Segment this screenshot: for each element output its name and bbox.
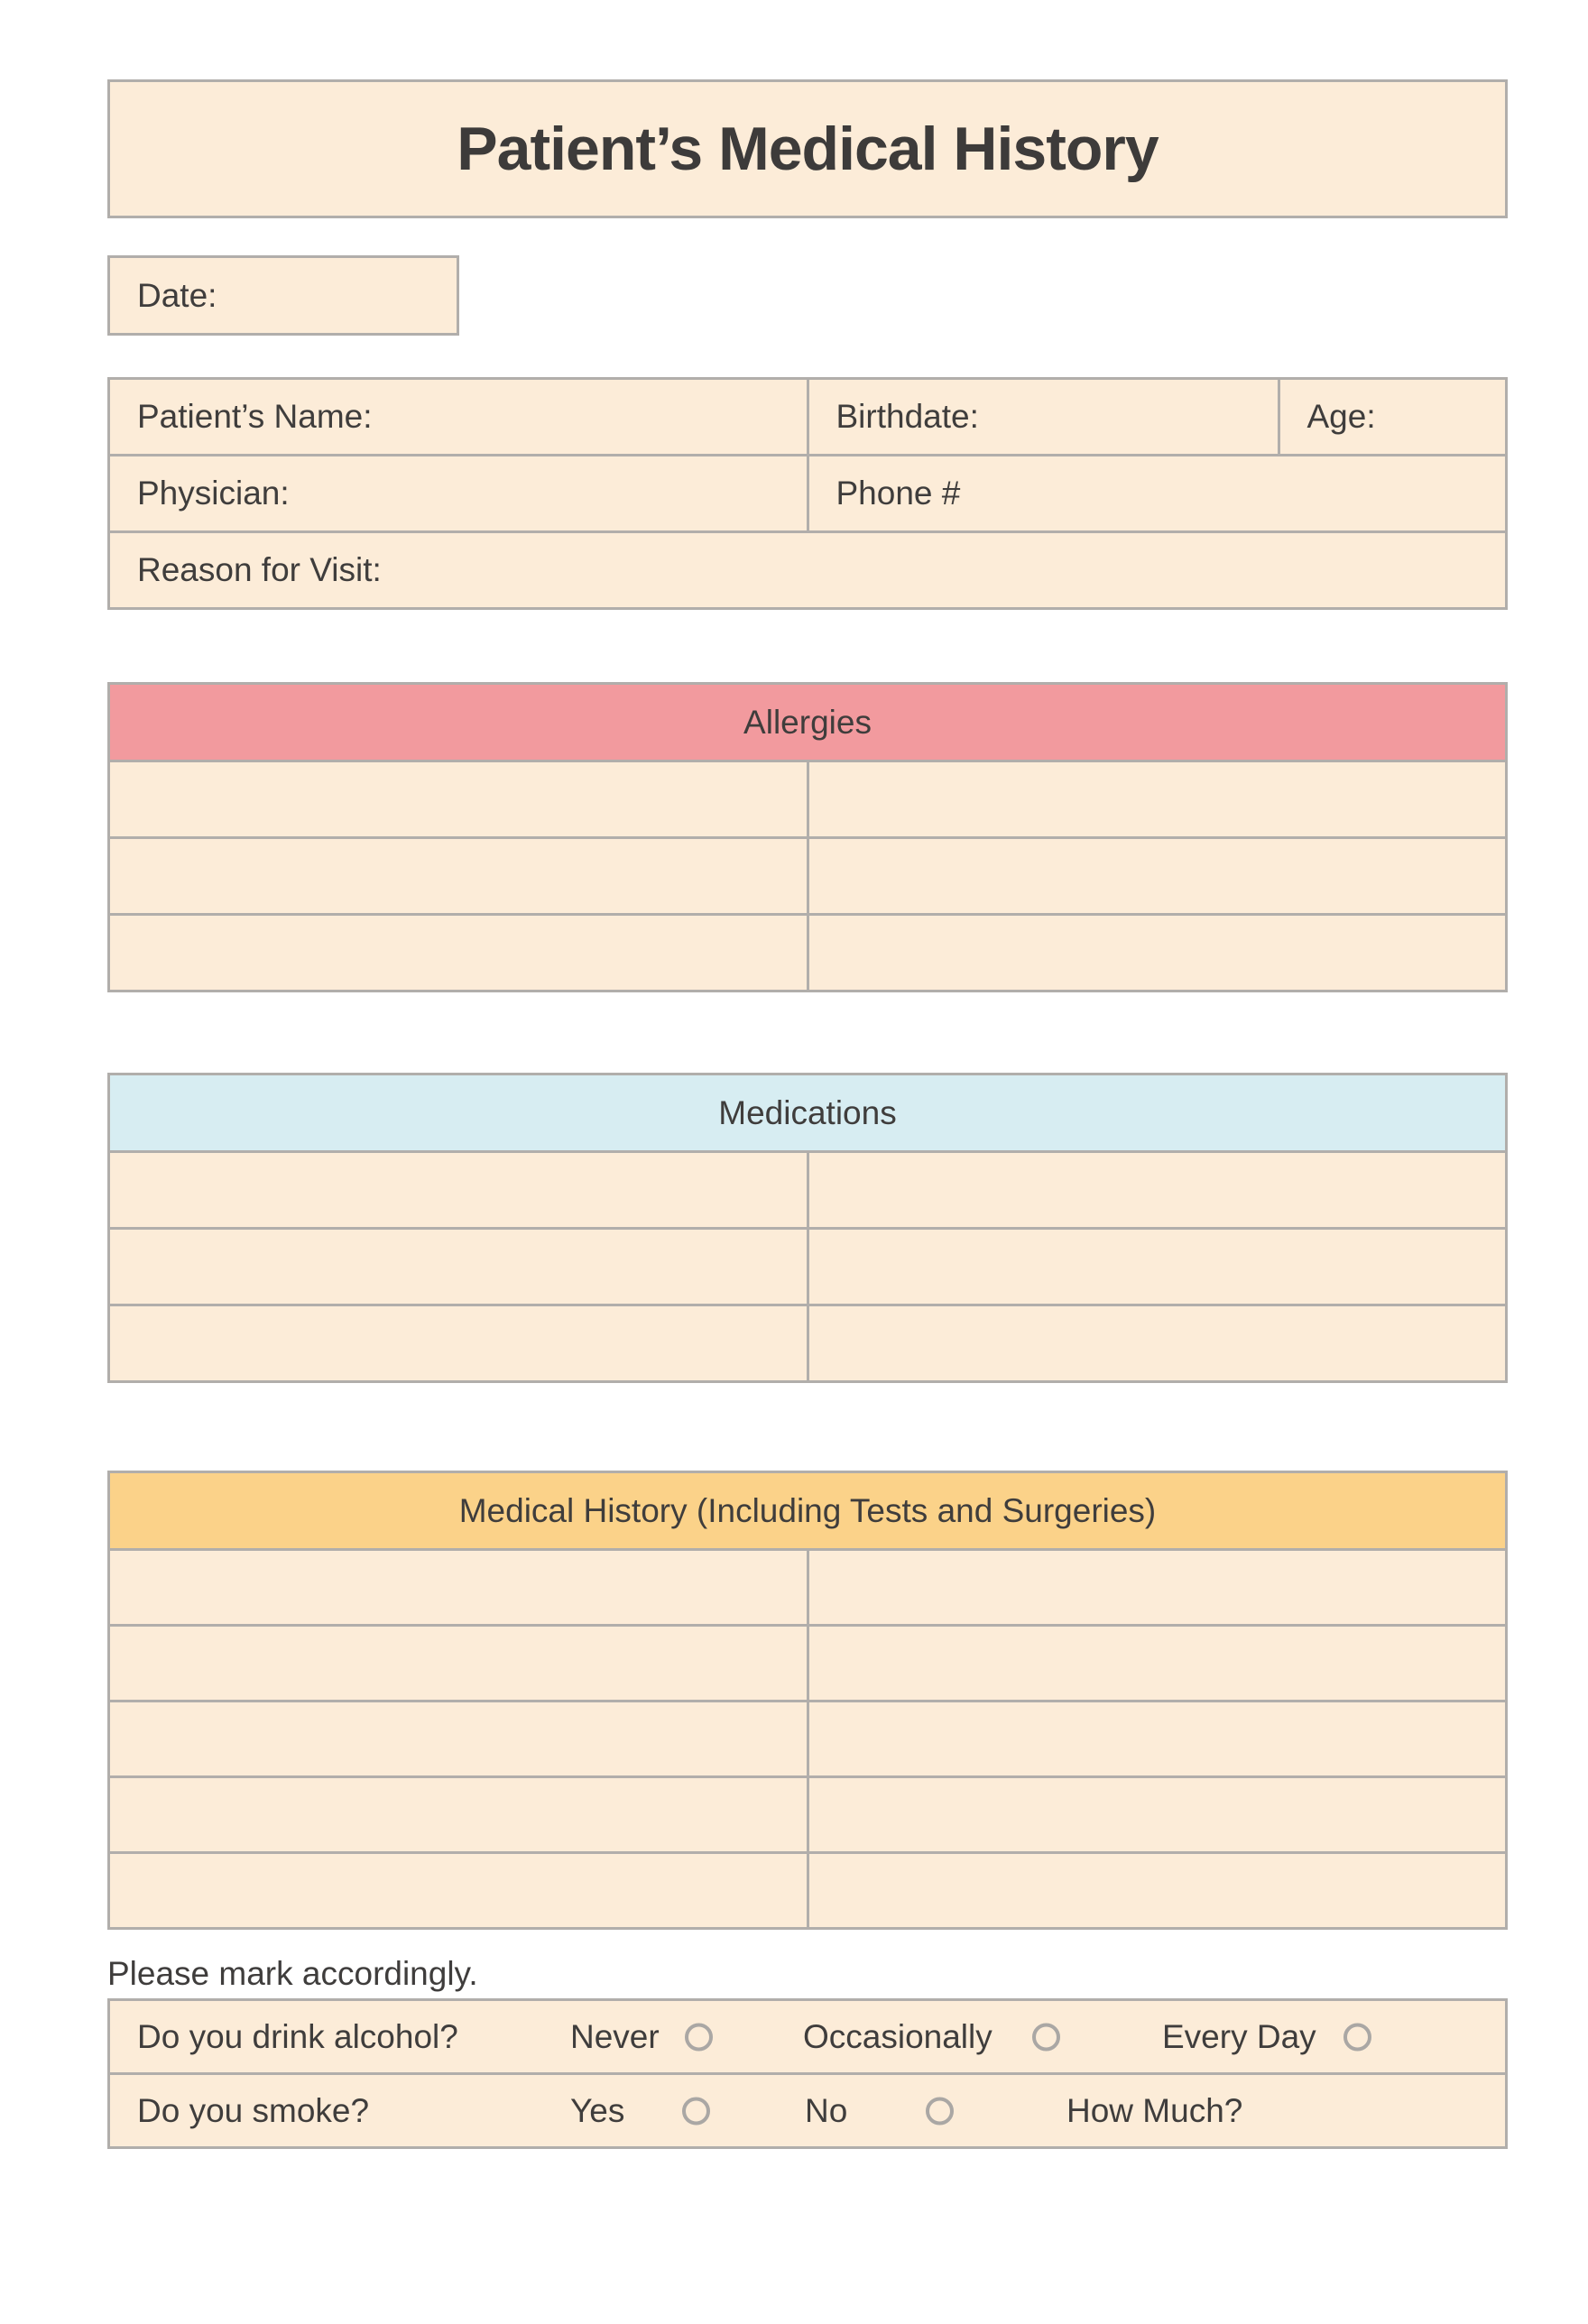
allergies-entry-field[interactable] <box>109 838 808 915</box>
questions-table <box>107 1998 1508 2149</box>
allergies-entry-field[interactable] <box>109 915 808 991</box>
table-row <box>109 838 1507 915</box>
phone-field[interactable] <box>808 456 1507 532</box>
date-field[interactable] <box>107 255 459 336</box>
medical-history-form <box>107 79 1508 2149</box>
option-occasionally-label: Occasionally <box>803 2017 992 2055</box>
alcohol-question-row <box>109 2000 1507 2074</box>
radio-yes[interactable] <box>682 2097 710 2125</box>
option-no-label: No <box>805 2091 848 2129</box>
medical-history-entry-field[interactable] <box>109 1777 808 1853</box>
table-row <box>109 1702 1507 1777</box>
radio-every-day[interactable] <box>1343 2023 1371 2051</box>
medical-history-entry-field[interactable] <box>109 1550 808 1626</box>
table-row <box>109 1550 1507 1626</box>
medical-history-entry-field[interactable] <box>109 1702 808 1777</box>
alcohol-question-label: Do you drink alcohol? <box>137 2017 458 2055</box>
smoke-question-cell[interactable] <box>109 2074 1507 2148</box>
radio-no[interactable] <box>926 2097 954 2125</box>
allergies-header: Allergies <box>109 684 1507 761</box>
table-row <box>109 379 1507 456</box>
medical-history-entry-field[interactable] <box>808 1550 1507 1626</box>
physician-field[interactable] <box>109 456 808 532</box>
table-row <box>109 684 1507 761</box>
option-yes-label: Yes <box>570 2091 625 2129</box>
form-title-box <box>107 79 1508 218</box>
medical-history-entry-field[interactable] <box>808 1626 1507 1702</box>
table-row <box>109 1229 1507 1305</box>
birthdate-label: Birthdate: <box>836 398 979 435</box>
alcohol-question-cell <box>109 2000 1507 2074</box>
radio-never[interactable] <box>685 2023 713 2051</box>
table-row <box>109 915 1507 991</box>
smoke-question-label: Do you smoke? <box>137 2091 370 2129</box>
medical-history-entry-field[interactable] <box>808 1777 1507 1853</box>
allergies-entry-field[interactable] <box>808 915 1507 991</box>
table-row <box>109 761 1507 838</box>
medications-entry-field[interactable] <box>808 1229 1507 1305</box>
medical-history-entry-field[interactable] <box>109 1853 808 1929</box>
date-label: Date: <box>137 276 217 314</box>
patient-name-label: Patient’s Name: <box>137 398 373 435</box>
allergies-entry-field[interactable] <box>808 838 1507 915</box>
medications-entry-field[interactable] <box>109 1152 808 1229</box>
allergies-entry-field[interactable] <box>808 761 1507 838</box>
option-never-label: Never <box>570 2017 660 2055</box>
patient-info-table <box>107 377 1508 610</box>
allergies-table <box>107 682 1508 992</box>
medications-table <box>107 1073 1508 1383</box>
reason-for-visit-field[interactable] <box>109 532 1507 609</box>
phone-label: Phone # <box>836 475 961 512</box>
medical-history-table <box>107 1471 1508 1930</box>
table-row <box>109 532 1507 609</box>
medications-entry-field[interactable] <box>808 1152 1507 1229</box>
medications-entry-field[interactable] <box>808 1305 1507 1382</box>
table-row <box>109 1626 1507 1702</box>
smoke-question-row <box>109 2074 1507 2148</box>
physician-label: Physician: <box>137 475 290 512</box>
patient-name-field[interactable] <box>109 379 808 456</box>
mark-instruction: Please mark accordingly. <box>107 1955 478 1992</box>
table-row <box>109 1853 1507 1929</box>
table-row <box>109 1472 1507 1550</box>
medications-entry-field[interactable] <box>109 1229 808 1305</box>
page-title: Patient’s Medical History <box>457 115 1159 183</box>
table-row <box>109 1305 1507 1382</box>
table-row <box>109 1074 1507 1152</box>
medications-header: Medications <box>109 1074 1507 1152</box>
radio-occasionally[interactable] <box>1032 2023 1060 2051</box>
reason-for-visit-label: Reason for Visit: <box>137 551 382 588</box>
option-every-day-label: Every Day <box>1162 2017 1316 2055</box>
age-field[interactable] <box>1279 379 1507 456</box>
allergies-entry-field[interactable] <box>109 761 808 838</box>
medications-entry-field[interactable] <box>109 1305 808 1382</box>
age-label: Age: <box>1306 398 1376 435</box>
medical-history-entry-field[interactable] <box>808 1853 1507 1929</box>
table-row <box>109 456 1507 532</box>
how-much-label: How Much? <box>1066 2091 1243 2129</box>
birthdate-field[interactable] <box>808 379 1279 456</box>
medical-history-entry-field[interactable] <box>808 1702 1507 1777</box>
medical-history-entry-field[interactable] <box>109 1626 808 1702</box>
table-row <box>109 1152 1507 1229</box>
table-row <box>109 1777 1507 1853</box>
medical-history-header: Medical History (Including Tests and Surgeries) <box>109 1472 1507 1550</box>
